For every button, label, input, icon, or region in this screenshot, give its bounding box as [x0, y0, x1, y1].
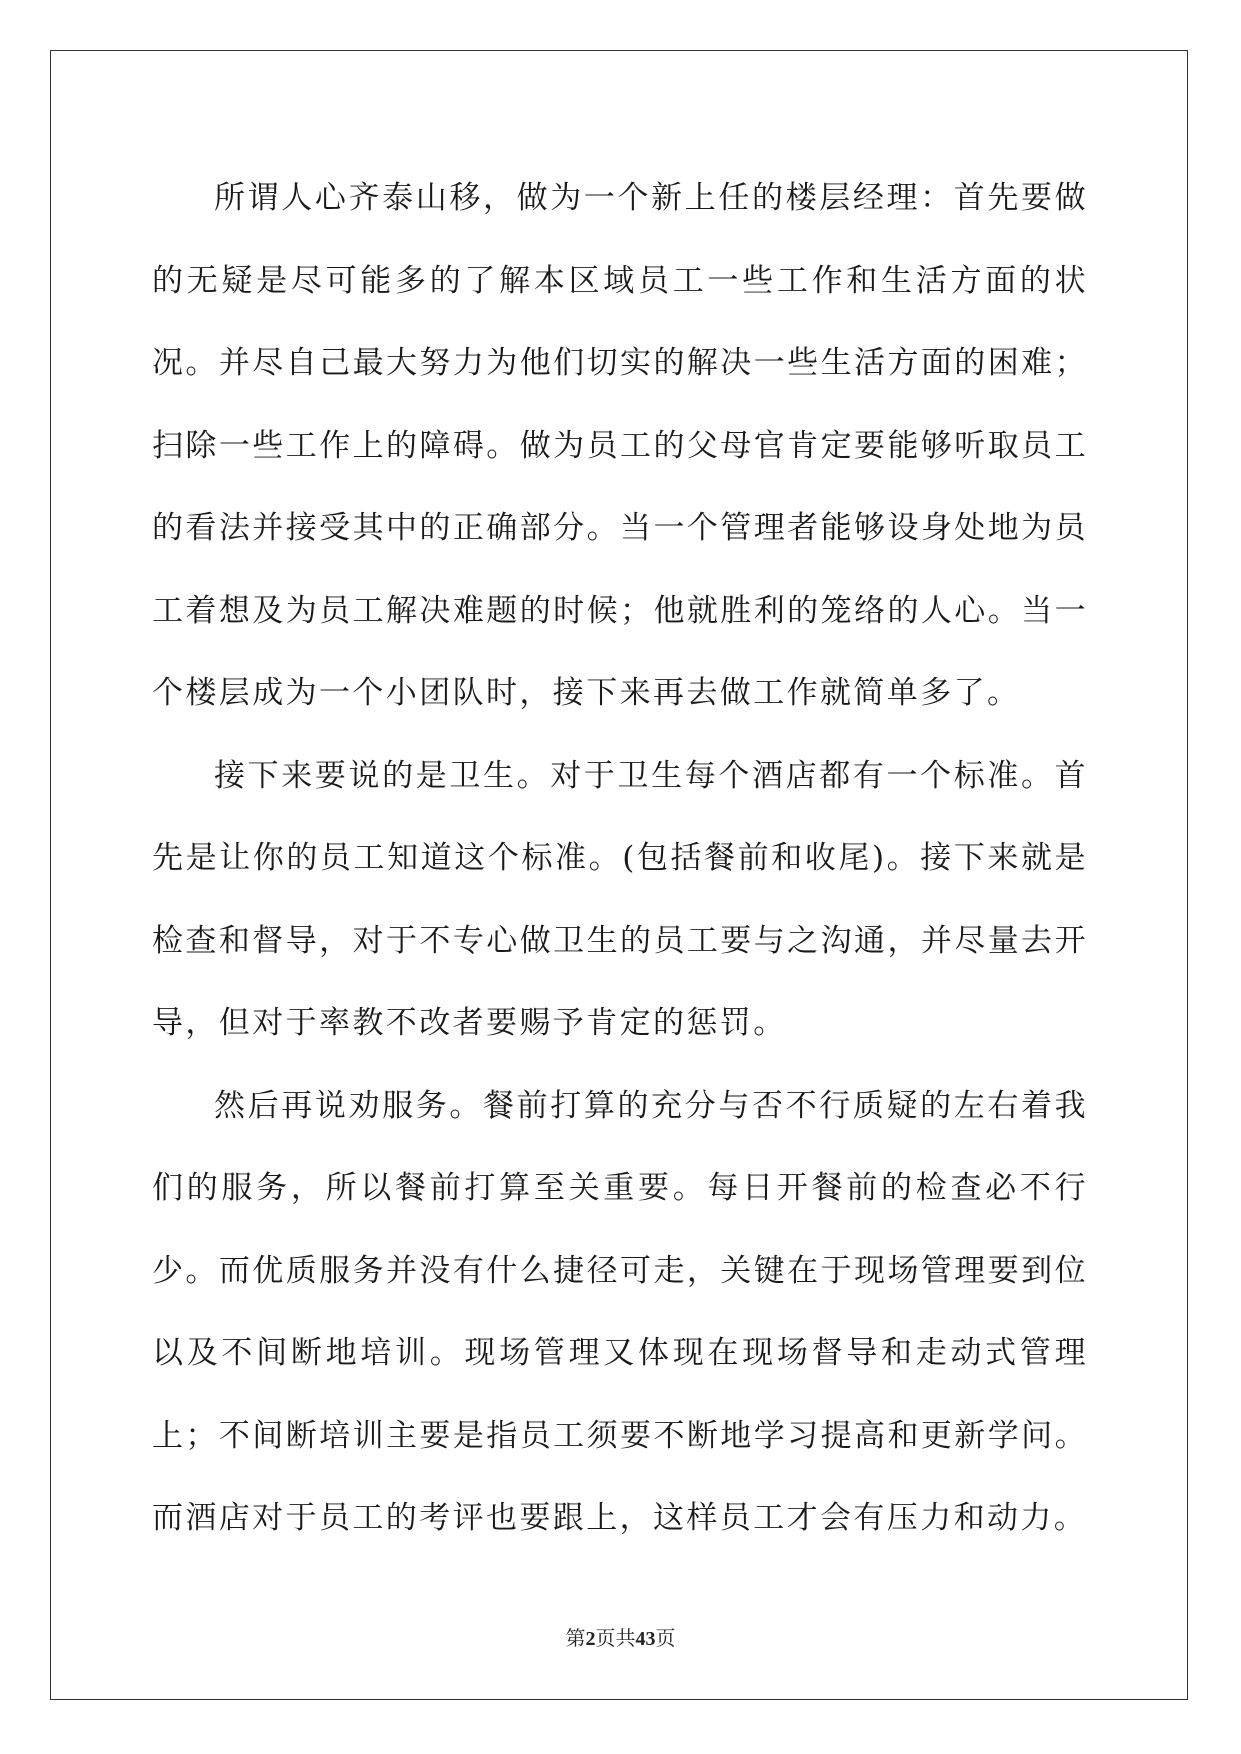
total-suffix: 页: [655, 1626, 676, 1650]
paragraph-1: 所谓人心齐泰山移，做为一个新上任的楼层经理：首先要做的无疑是尽可能多的了解本区域员工一些工作和生活方面的状况。并尽自己最大努力为他们切实的解决一些生活方面的困难；扫除一些工作上的障碍。做为员工的父母官肯定要能够听取员工的看法并接受其中的正确部分。当一个管理者能够设身处地为员工着想及为员工解决难题的时候；他就胜利的笼络的人心。当一个楼层成为一个小团队时，接下来再去做工作就简单多了。: [152, 180, 1088, 711]
document-body: [152, 157, 1088, 1560]
total-prefix: 共: [615, 1626, 636, 1650]
paragraph-3: 然后再说劝服务。餐前打算的充分与否不行质疑的左右着我们的服务，所以餐前打算至关重要。每日开餐前的检查必不行少。而优质服务并没有什么捷径可走，关键在于现场管理要到位以及不间断地培训。现场管理又体现在现场督导和走动式管理上；不间断培训主要是指员工须要不断地学习提高和更新学问。而酒店对于员工的考评也要跟上，这样员工才会有压力和动力。: [152, 1087, 1088, 1536]
page-suffix: 页: [595, 1626, 616, 1650]
page-footer: [0, 1622, 1241, 1651]
paragraph-2: 接下来要说的是卫生。对于卫生每个酒店都有一个标准。首先是让你的员工知道这个标准。(包括餐前和收尾)。接下来就是检查和督导，对于不专心做卫生的员工要与之沟通，并尽量去开导，但对于率教不改者要赐予肯定的惩罚。: [152, 757, 1088, 1041]
total-pages: 43: [635, 1628, 656, 1650]
page-number: 2: [585, 1628, 596, 1650]
page-prefix: 第: [565, 1626, 586, 1650]
